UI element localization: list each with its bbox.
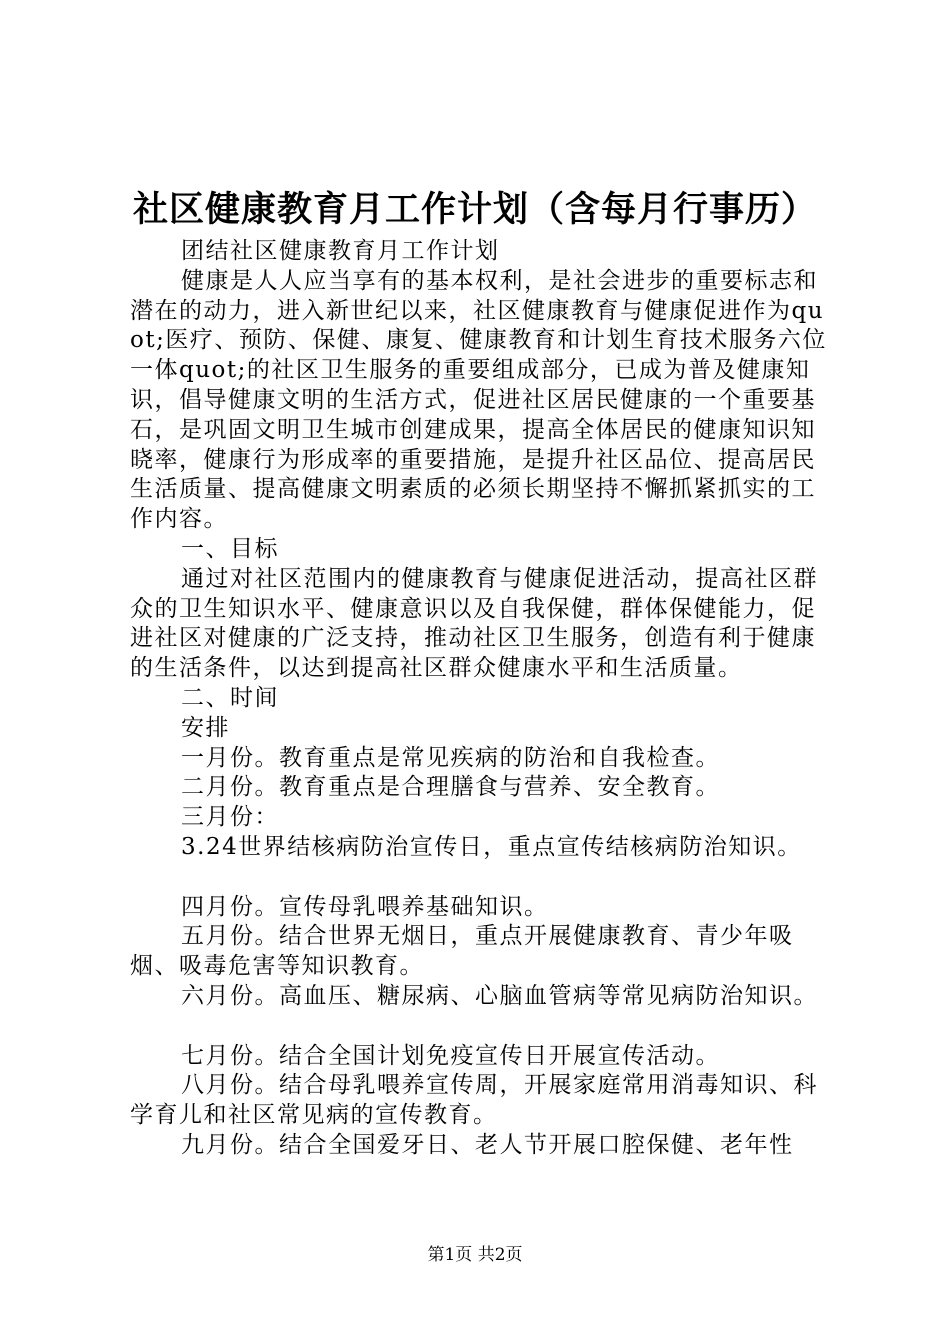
month-june: 六月份。高血压、糖尿病、心脑血管病等常见病防治知识。: [181, 982, 818, 1009]
blank-line: [130, 863, 834, 893]
month-april: 四月份。宣传母乳喂养基础知识。: [181, 893, 549, 920]
blank-line: [130, 1012, 834, 1042]
heading-time: 二、时间: [181, 684, 279, 711]
paragraph-arrangement: 安排: [181, 714, 230, 741]
heading-goal: 一、目标: [181, 535, 279, 562]
march-detail: 3.24世界结核病防治宣传日，重点宣传结核病防治知识。: [181, 833, 802, 860]
month-august: 八月份。结合母乳喂养宣传周，开展家庭常用消毒知识、科学育儿和社区常见病的宣传教育。: [130, 1072, 818, 1129]
page-number: 第1页 共2页: [427, 1245, 523, 1265]
month-march: 三月份：: [181, 804, 279, 831]
month-february: 二月份。教育重点是合理膳食与营养、安全教育。: [181, 774, 720, 801]
paragraph-subtitle: 团结社区健康教育月工作计划: [181, 238, 500, 264]
month-september: 九月份。结合全国爱牙日、老人节开展口腔保健、老年性: [181, 1131, 794, 1158]
document-body: [130, 237, 834, 1161]
month-may: 五月份。结合世界无烟日，重点开展健康教育、青少年吸烟、吸毒危害等知识教育。: [130, 923, 794, 980]
month-july: 七月份。结合全国计划免疫宣传日开展宣传活动。: [181, 1042, 720, 1069]
paragraph-intro: 健康是人人应当享有的基本权利，是社会进步的重要标志和潜在的动力，进入新世纪以来，社区健康教育与健康促进作为quot;医疗、预防、保健、康复、健康教育和计划生育技术服务六位一体quot;的社区卫生服务的重要组成部分，已成为普及健康知识，倡导健康文明的生活方式，促进社区居民健康的一个重要基石，是巩固文明卫生城市创建成果，提高全体居民的健康知识知晓率，健康行为形成率的重要措施，是提升社区品位、提高居民生活质量、提高健康文明素质的必须长期坚持不懈抓紧抓实的工作内容。: [130, 267, 827, 533]
month-january: 一月份。教育重点是常见疾病的防治和自我检查。: [181, 744, 720, 771]
document-title: 社区健康教育月工作计划（含每月行事历）: [132, 189, 817, 230]
paragraph-goal: 通过对社区范围内的健康教育与健康促进活动，提高社区群众的卫生知识水平、健康意识以及自我保健，群体保健能力，促进社区对健康的广泛支持，推动社区卫生服务，创造有利于健康的生活条件，以达到提高社区群众健康水平和生活质量。: [130, 565, 818, 682]
